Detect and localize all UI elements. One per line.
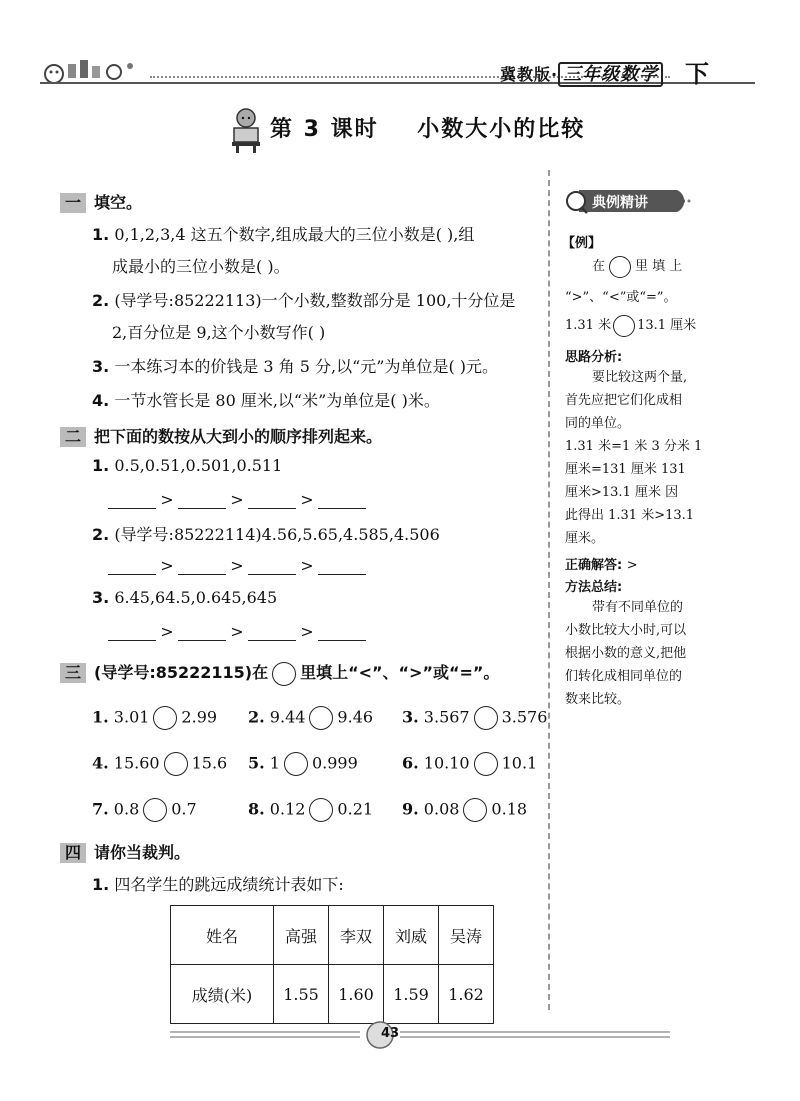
s2-question-3: 3. 6.45,64.5,0.645,645: [92, 588, 278, 607]
section-2-heading: [60, 424, 382, 447]
analysis-line: 厘米=131 厘米 131: [565, 462, 686, 477]
question-text: 0,1,2,3,4 这五个数字,组成最大的三位小数是( ),组: [114, 225, 475, 244]
section-title: 把下面的数按从大到小的顺序排列起来。: [94, 427, 383, 446]
table-row: [171, 906, 494, 965]
analysis-line: 此得出 1.31 米>13.1: [565, 508, 695, 523]
analysis-title: 思路分析:: [565, 350, 623, 365]
answer-circle[interactable]: [463, 798, 487, 822]
lesson-title: 第 3 课时 小数大小的比较: [270, 117, 586, 142]
question-text: 一本练习本的价钱是 3 角 5 分,以“元”为单位是( )元。: [114, 357, 499, 376]
answer-circle[interactable]: [474, 752, 498, 776]
section-number: 一: [60, 193, 86, 213]
analysis-line: 同的单位。: [565, 416, 631, 431]
analysis-line: 首先应把它们化成相: [565, 393, 683, 408]
section-number: 三: [60, 663, 86, 683]
volume-label: 下: [685, 60, 709, 88]
section-1-heading: [60, 190, 142, 213]
question-text: 一节水管长是 80 厘米,以“米”为单位是( )米。: [114, 391, 440, 410]
answer-circle[interactable]: [284, 752, 308, 776]
table-row: [171, 965, 494, 1024]
s1-question-3: 3. 一本练习本的价钱是 3 角 5 分,以“元”为单位是( )元。: [92, 357, 499, 376]
analysis-line: 厘米>13.1 厘米 因: [565, 485, 679, 500]
s2-question-2: 2. (导学号:85222114)4.56,5.65,4.585,4.506: [92, 525, 440, 544]
circle-icon: [272, 662, 296, 686]
question-text: 四名学生的跳远成绩统计表如下:: [114, 875, 344, 894]
section-4-heading: [60, 840, 190, 863]
s2-question-1: 1. 0.5,0.51,0.501,0.511: [92, 456, 283, 475]
section-number: 四: [60, 843, 86, 863]
answer-circle[interactable]: [164, 752, 188, 776]
question-text: (导学号:85222113)一个小数,整数部分是 100,十分位是: [114, 291, 516, 310]
summary-title: 方法总结:: [565, 580, 623, 595]
example-line-2: “>”、“<”或“=”。: [565, 290, 677, 305]
table-cell: 李双: [329, 906, 384, 965]
s4-question-1: 1. 四名学生的跳远成绩统计表如下:: [92, 875, 344, 894]
table-cell: 刘威: [384, 906, 439, 965]
analysis-line: 要比较这两个量,: [592, 370, 688, 385]
s1-question-1: 1. 0,1,2,3,4 这五个数字,组成最大的三位小数是( ),组: [92, 225, 475, 244]
section-title-b: 里填上“<”、“>”或“=”。: [300, 663, 500, 682]
section-title: 请你当裁判。: [94, 843, 191, 862]
circle-icon: [613, 315, 635, 337]
compare-item-8: 8. 0.12 0.21: [248, 798, 373, 822]
answer-circle[interactable]: [153, 706, 177, 730]
summary-line: 根据小数的意义,把他: [565, 646, 687, 661]
example-line-1: 在 里 填 上: [592, 255, 682, 278]
summary-line: 数来比较。: [565, 692, 631, 707]
ordering-blanks-2[interactable]: > > >: [108, 556, 366, 575]
compare-item-6: 6. 10.10 10.1: [402, 752, 537, 776]
question-text: 6.45,64.5,0.645,645: [114, 588, 278, 607]
summary-line: 们转化成相同单位的: [565, 669, 683, 684]
compare-item-2: 2. 9.44 9.46: [248, 706, 373, 730]
compare-item-9: 9. 0.08 0.18: [402, 798, 527, 822]
answer-circle[interactable]: [309, 706, 333, 730]
summary-line: 小数比较大小时,可以: [565, 623, 687, 638]
answer-label: 正确解答: >: [565, 558, 638, 573]
compare-item-7: 7. 0.8 0.7: [92, 798, 197, 822]
table-cell: 姓名: [171, 906, 274, 965]
answer-value: >: [626, 558, 638, 573]
section-number: 二: [60, 427, 86, 447]
table-cell: 1.55: [274, 965, 329, 1024]
table-cell: 吴涛: [439, 906, 494, 965]
brand-grade: 三年级数学: [558, 62, 663, 87]
reading-girl-icon: [228, 106, 264, 154]
s1-question-1-cont: 成最小的三位小数是( )。: [112, 257, 290, 276]
circle-icon: [609, 256, 631, 278]
header-brand: [500, 60, 663, 86]
analysis-line: 厘米。: [565, 531, 605, 546]
s1-question-4: 4. 一节水管长是 80 厘米,以“米”为单位是( )米。: [92, 391, 440, 410]
answer-circle[interactable]: [143, 798, 167, 822]
answer-circle[interactable]: [474, 706, 498, 730]
section-title: 填空。: [94, 193, 143, 212]
brand-edition: 冀教版·: [500, 65, 559, 84]
section-3-heading: [60, 660, 499, 686]
table-cell: 1.60: [329, 965, 384, 1024]
sidebar-divider: [548, 170, 550, 1010]
compare-item-3: 3. 3.567 3.576: [402, 706, 547, 730]
example-label: 【例】: [562, 236, 602, 251]
ordering-blanks-3[interactable]: > > >: [108, 622, 366, 641]
compare-item-1: 1. 3.01 2.99: [92, 706, 217, 730]
answer-circle[interactable]: [309, 798, 333, 822]
compare-item-5: 5. 1 0.999: [248, 752, 358, 776]
analysis-line: 1.31 米=1 米 3 分米 1: [565, 439, 703, 454]
table-cell: 成绩(米): [171, 965, 274, 1024]
question-text: (导学号:85222114)4.56,5.65,4.585,4.506: [114, 525, 440, 544]
question-text: 0.5,0.51,0.501,0.511: [114, 456, 283, 475]
summary-line: 带有不同单位的: [592, 600, 684, 615]
s1-question-2: 2. (导学号:85222113)一个小数,整数部分是 100,十分位是: [92, 291, 516, 310]
example-badge-title: 典例精讲: [592, 195, 648, 211]
long-jump-score-table: [170, 905, 494, 1024]
table-cell: 高强: [274, 906, 329, 965]
example-line-3: 1.31 米 13.1 厘米: [565, 314, 696, 337]
section-title-a: (导学号:85222115)在: [94, 663, 269, 682]
table-cell: 1.62: [439, 965, 494, 1024]
s1-question-2-cont: 2,百分位是 9,这个小数写作( ): [112, 323, 326, 342]
ordering-blanks-1[interactable]: > > >: [108, 490, 366, 509]
page-number: 43: [380, 1026, 400, 1041]
table-cell: 1.59: [384, 965, 439, 1024]
compare-item-4: 4. 15.60 15.6: [92, 752, 227, 776]
